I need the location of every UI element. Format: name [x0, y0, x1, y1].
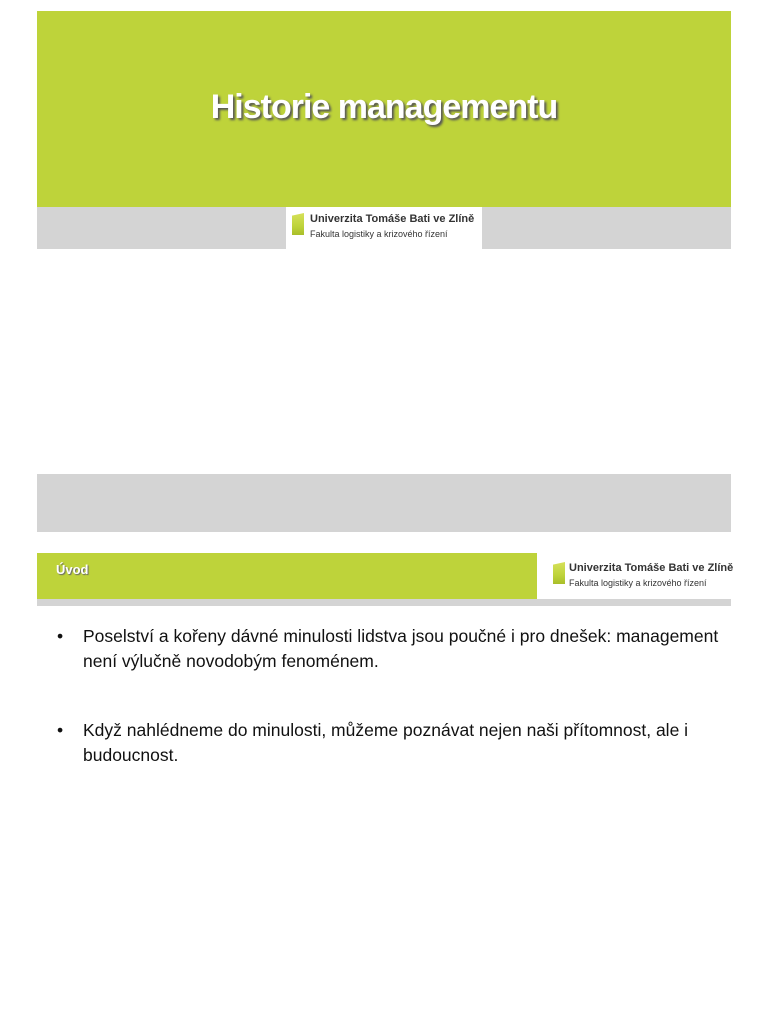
bullet-item	[57, 718, 727, 770]
logo-university-name: Univerzita Tomáše Bati ve Zlíně	[569, 562, 734, 574]
bullet-marker: •	[57, 720, 64, 740]
bullet-text: Poselství a kořeny dávné minulosti lidstva jsou poučné i pro dnešek: management není výlučně novodobým fenoménem.	[83, 626, 719, 671]
logo-faculty-name: Fakulta logistiky a krizového řízení	[569, 578, 707, 588]
slide1-title: Historie managementu	[210, 88, 558, 126]
slide1-university-logo	[286, 207, 482, 249]
bullet-text: Když nahlédneme do minulosti, můžeme poznávat nejen naši přítomnost, ale i budoucnost.	[83, 720, 689, 765]
university-logo-icon	[553, 562, 565, 584]
slide2-top-band	[37, 474, 731, 532]
university-logo-icon	[292, 213, 304, 235]
logo-faculty-name: Fakulta logistiky a krizového řízení	[310, 229, 448, 239]
slide2-university-logo	[537, 553, 734, 599]
slide2-header-band	[37, 553, 537, 599]
bullet-item	[57, 624, 727, 676]
slide2-section-title: Úvod	[56, 562, 89, 577]
bullet-marker: •	[57, 626, 64, 646]
slide2-header-rule	[37, 599, 731, 606]
logo-university-name: Univerzita Tomáše Bati ve Zlíně	[310, 213, 475, 225]
